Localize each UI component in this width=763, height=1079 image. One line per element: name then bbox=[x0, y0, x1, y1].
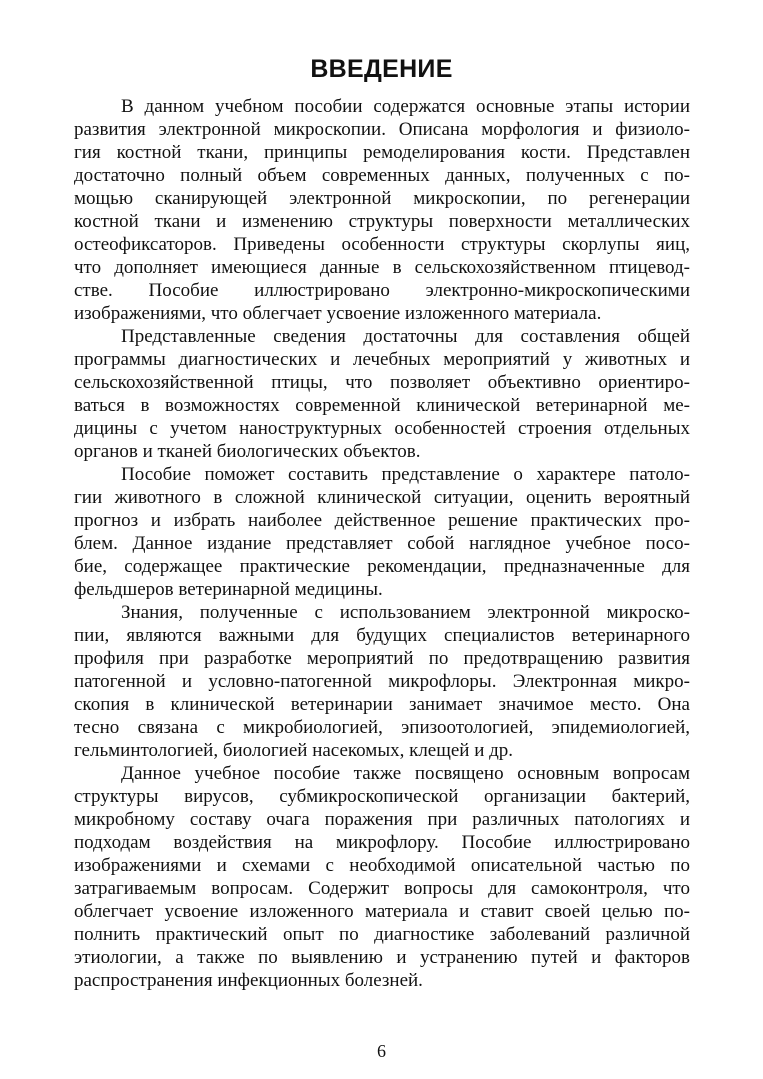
paragraph-line: стве. Пособие иллюстрировано электронно-микроскопическими bbox=[74, 280, 690, 301]
paragraph-line: органов и тканей биологических объектов. bbox=[74, 441, 421, 462]
paragraph-line: мощью сканирующей электронной микроскопии, по регенерации bbox=[74, 188, 690, 209]
paragraph-line: облегчает усвоение изложенного материала и ставит своей целью по- bbox=[74, 901, 690, 922]
paragraph-line: развития электронной микроскопии. Описана морфология и физиоло- bbox=[74, 119, 690, 140]
paragraph-line: Представленные сведения достаточны для составления общей bbox=[121, 326, 690, 347]
paragraph-line: Данное учебное пособие также посвящено основным вопросам bbox=[121, 763, 690, 784]
paragraph-line: сельскохозяйственной птицы, что позволяет объективно ориентиро- bbox=[74, 372, 690, 393]
paragraph bbox=[74, 325, 690, 463]
paragraph-line: программы диагностических и лечебных мероприятий у животных и bbox=[74, 349, 690, 370]
paragraph-line: В данном учебном пособии содержатся основные этапы истории bbox=[121, 96, 690, 117]
paragraph-line: микробному составу очага поражения при различных патологиях и bbox=[74, 809, 690, 830]
paragraph bbox=[74, 463, 690, 601]
paragraph-line: этиологии, а также по выявлению и устранению путей и факторов bbox=[74, 947, 690, 968]
paragraph-line: бие, содержащее практические рекомендации, предназначенные для bbox=[74, 556, 690, 577]
paragraph-line: Знания, полученные с использованием электронной микроско- bbox=[121, 602, 690, 623]
paragraph-line: пии, являются важными для будущих специалистов ветеринарного bbox=[74, 625, 690, 646]
paragraph-line: профиля при разработке мероприятий по предотвращению развития bbox=[74, 648, 690, 669]
page-number: 6 bbox=[377, 1041, 386, 1061]
paragraph-line: тесно связана с микробиологией, эпизоотологией, эпидемиологией, bbox=[74, 717, 690, 738]
page-title: ВВЕДЕНИЕ bbox=[310, 55, 453, 83]
paragraph-line: затрагиваемым вопросам. Содержит вопросы для самоконтроля, что bbox=[74, 878, 690, 899]
paragraph-line: распространения инфекционных болезней. bbox=[74, 970, 423, 991]
paragraph-line: изображениями и схемами с необходимой описательной частью по bbox=[74, 855, 690, 876]
paragraph-line: прогноз и избрать наиболее действенное решение практических про- bbox=[74, 510, 690, 531]
paragraph bbox=[74, 762, 690, 992]
paragraph-line: изображениями, что облегчает усвоение изложенного материала. bbox=[74, 303, 602, 324]
paragraph-line: достаточно полный объем современных данных, полученных с по- bbox=[74, 165, 690, 186]
paragraph bbox=[74, 601, 690, 762]
paragraph-line: гия костной ткани, принципы ремоделирования кости. Представлен bbox=[74, 142, 690, 163]
paragraph-line: полнить практический опыт по диагностике заболеваний различной bbox=[74, 924, 690, 945]
paragraph-line: подходам воздействия на микрофлору. Пособие иллюстрировано bbox=[74, 832, 690, 853]
paragraph-line: дицины с учетом наноструктурных особенностей строения отдельных bbox=[74, 418, 690, 439]
paragraph-line: патогенной и условно-патогенной микрофлоры. Электронная микро- bbox=[74, 671, 690, 692]
paragraph-line: остеофиксаторов. Приведены особенности структуры скорлупы яиц, bbox=[74, 234, 690, 255]
paragraph-line: блем. Данное издание представляет собой наглядное учебное посо- bbox=[74, 533, 690, 554]
paragraph-line: Пособие поможет составить представление о характере патоло- bbox=[121, 464, 690, 485]
paragraph-line: фельдшеров ветеринарной медицины. bbox=[74, 579, 383, 600]
paragraph-line: структуры вирусов, субмикроскопической организации бактерий, bbox=[74, 786, 690, 807]
paragraph-line: что дополняет имеющиеся данные в сельскохозяйственном птицевод- bbox=[74, 257, 690, 278]
body-text bbox=[74, 95, 690, 992]
paragraph-line: ваться в возможностях современной клинической ветеринарной ме- bbox=[74, 395, 690, 416]
paragraph bbox=[74, 95, 690, 325]
paragraph-line: гельминтологией, биологией насекомых, клещей и др. bbox=[74, 740, 514, 761]
paragraph-line: костной ткани и изменению структуры поверхности металлических bbox=[74, 211, 690, 232]
paragraph-line: гии животного в сложной клинической ситуации, оценить вероятный bbox=[74, 487, 690, 508]
paragraph-line: скопия в клинической ветеринарии занимает значимое место. Она bbox=[74, 694, 690, 715]
